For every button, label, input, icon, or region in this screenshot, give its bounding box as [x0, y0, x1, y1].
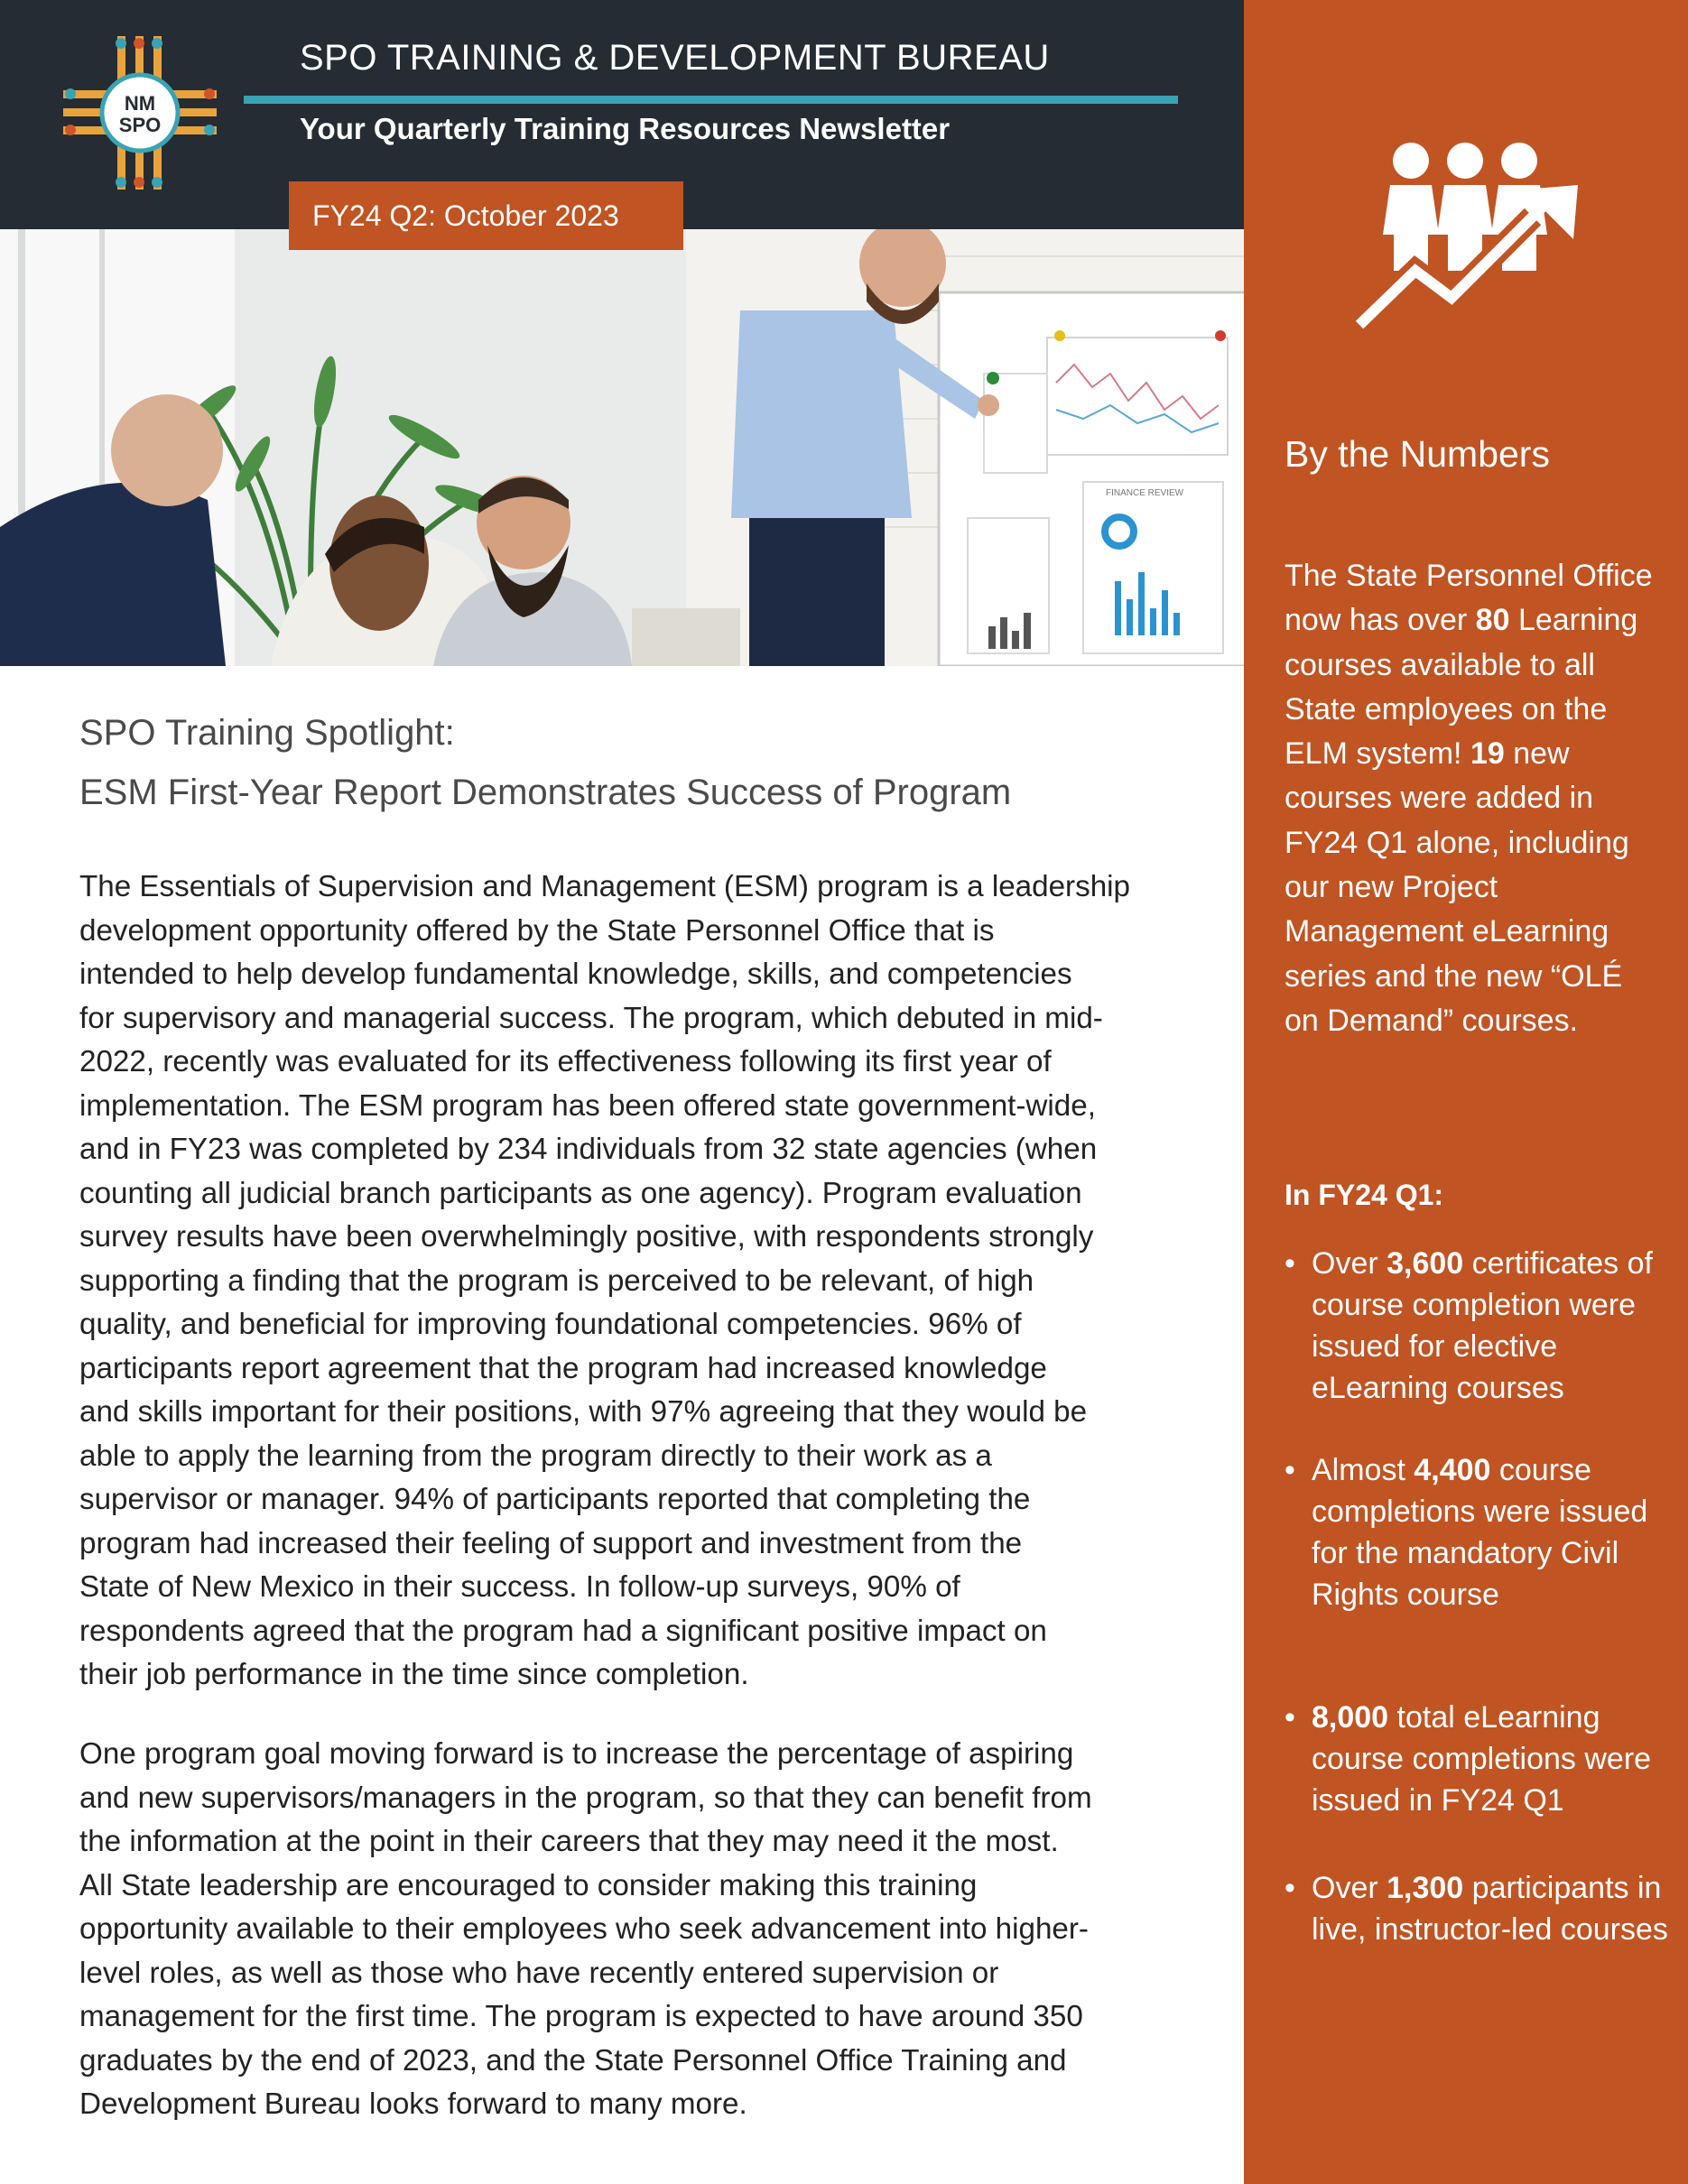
sidebar-intro: The State Personnel Office now has over 80 Learning courses available to all State employees on the ELM system! 19 new courses were added in FY24 Q1 alone, including our new Project Management eLearning series and the new “OLÉ on Demand” courses. [1285, 559, 1653, 1038]
article-paragraph-2 [79, 1733, 1176, 2127]
sidebar-subheading: In FY24 Q1: [1285, 1179, 1444, 1211]
paragraph-line: and skills important for their positions, with 97% agreeing that they would be [79, 1395, 1088, 1429]
paragraph-line: program had increased their feeling of support and investment from the [79, 1526, 1023, 1560]
svg-text:SPO: SPO [118, 114, 162, 136]
paragraph-line: graduates by the end of 2023, and the State Personnel Office Training and [79, 2043, 1067, 2078]
paragraph-line: able to apply the learning from the program directly to their work as a [79, 1439, 992, 1473]
paragraph-line: level roles, as well as those who have recently entered supervision or [79, 1956, 999, 1990]
svg-text:NM: NM [124, 92, 156, 115]
paragraph-line: The Essentials of Supervision and Management (ESM) program is a leadership [79, 870, 1130, 903]
nm-spo-zia-logo [63, 36, 217, 190]
paragraph-line: respondents agreed that the program had a significant positive impact on [79, 1614, 1047, 1648]
sidebar-heading: By the Numbers [1285, 433, 1550, 475]
paragraph-line: counting all judicial branch participants as one agency). Program evaluation [79, 1176, 1082, 1210]
paragraph-line: supporting a finding that the program is perceived to be relevant, of high [79, 1263, 1034, 1298]
stat-bullet: • Over 1,300 participants in live, instructor-led courses [1285, 1871, 1668, 1947]
paragraph-line: management for the first time. The program is expected to have around 350 [79, 2000, 1083, 2033]
paragraph-line: and in FY23 was completed by 234 individuals from 32 state agencies (when [79, 1133, 1098, 1166]
paragraph-line: intended to help develop fundamental knowledge, skills, and competencies [79, 958, 1072, 991]
stat-bullet: • Almost 4,400 course completions were issued for the mandatory Civil Rights course [1285, 1453, 1648, 1612]
header-divider [244, 96, 1178, 104]
newsletter-title: SPO TRAINING & DEVELOPMENT BUREAU [300, 38, 1050, 78]
paragraph-line: participants report agreement that the program had increased knowledge [79, 1351, 1047, 1385]
paragraph-line: their job performance in the time since completion. [79, 1658, 749, 1691]
paragraph-line: One program goal moving forward is to increase the percentage of aspiring [79, 1737, 1074, 1771]
article-paragraph-1 [79, 865, 1176, 1698]
paragraph-line: All State leadership are encouraged to consider making this training [79, 1868, 978, 1902]
hero-photo [0, 229, 1244, 666]
by-the-numbers-sidebar [1244, 0, 1688, 2184]
newsletter-subtitle: Your Quarterly Training Resources Newsletter [300, 112, 951, 145]
paragraph-line: for supervisory and managerial success. The program, which debuted in mid- [79, 1001, 1103, 1035]
paragraph-line: Development Bureau looks forward to many more. [79, 2087, 747, 2121]
paragraph-line: quality, and beneficial for improving foundational competencies. 96% of [79, 1308, 1022, 1341]
paragraph-line: supervisor or manager. 94% of participants reported that completing the [79, 1483, 1031, 1516]
stat-bullet: • Over 3,600 certificates of course completion were issued for elective eLearning courses [1285, 1246, 1653, 1405]
paragraph-line: State of New Mexico in their success. In follow-up surveys, 90% of [79, 1570, 960, 1604]
stat-bullet: • 8,000 total eLearning course completions were issued in FY24 Q1 [1285, 1700, 1652, 1818]
paragraph-line: survey results have been overwhelmingly positive, with respondents strongly [79, 1220, 1094, 1254]
spotlight-article-title: ESM First-Year Report Demonstrates Success of Program [79, 773, 1012, 812]
paragraph-line: 2022, recently was evaluated for its effectiveness following its first year of [79, 1045, 1052, 1078]
spotlight-heading: SPO Training Spotlight: [79, 713, 455, 753]
paragraph-line: opportunity available to their employees who seek advancement into higher- [79, 1912, 1089, 1946]
paragraph-line: development opportunity offered by the State Personnel Office that is [79, 913, 995, 948]
whiteboard-label: FINANCE REVIEW [1106, 488, 1184, 498]
issue-date-badge: FY24 Q2: October 2023 [289, 181, 683, 250]
people-growth-arrow-icon [1352, 135, 1596, 334]
paragraph-line: and new supervisors/managers in the program, so that they can benefit from [79, 1781, 1092, 1815]
paragraph-line: the information at the point in their careers that they may need it the most. [79, 1825, 1059, 1858]
paragraph-line: implementation. The ESM program has been offered state government-wide, [79, 1088, 1096, 1123]
